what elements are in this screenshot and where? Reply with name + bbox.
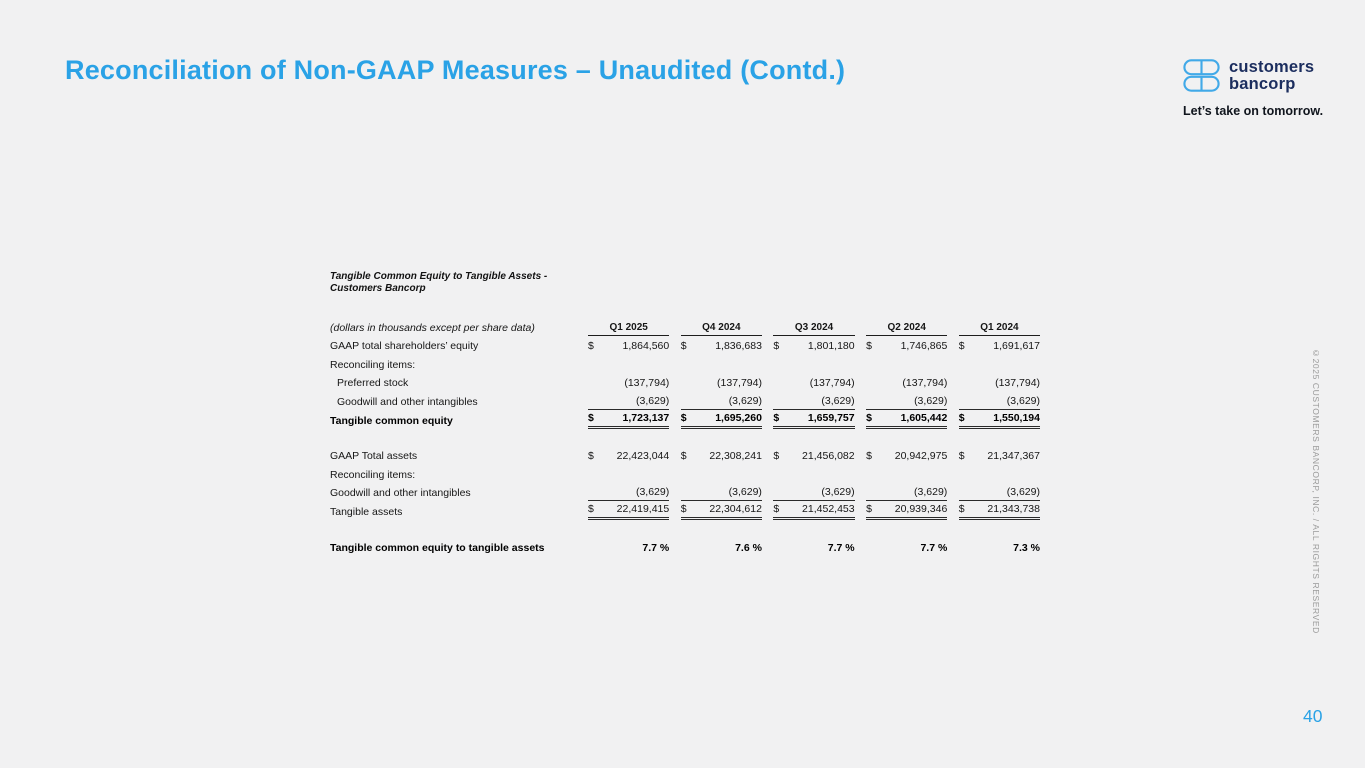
reconciliation-table [330,271,1040,556]
dollar-sign: $ [588,340,594,353]
value-cell [866,336,947,355]
value-cell [866,373,947,392]
table-row [330,354,1040,373]
cell-value: (3,629) [914,486,948,499]
value-cell [681,336,762,355]
cell-value: (3,629) [1006,394,1041,407]
logo-row [1183,59,1328,92]
dollar-sign: $ [680,450,687,463]
value-cell [959,446,1040,465]
value-cell [681,537,762,556]
cell-value: (137,794) [902,377,948,390]
row-label: GAAP total shareholders’ equity [330,340,479,353]
table-spacer [330,520,1040,537]
cell-value: 20,942,975 [894,450,948,463]
value-cell [959,336,1040,355]
value-cell [866,483,947,502]
table-row [330,537,1040,556]
row-label: Tangible common equity [330,414,453,427]
page-number: 40 [1303,706,1323,726]
cell-value: 7.6 % [735,541,762,554]
table-row [330,410,1040,429]
value-cell [959,373,1040,392]
dollar-sign: $ [866,450,872,463]
value-cell [588,537,669,556]
cell-value: 1,723,137 [622,411,670,424]
value-cell [773,391,854,410]
column-header: Q3 2024 [773,317,854,336]
dollar-sign: $ [958,340,965,353]
row-label: Preferred stock [337,377,409,390]
dollar-sign: $ [588,502,594,515]
value-cell [959,410,1040,429]
logo-wordmark-line1: customers [1229,58,1315,76]
dollar-sign: $ [680,502,687,515]
value-cell [773,483,854,502]
value-cell [959,537,1040,556]
column-header: Q2 2024 [866,317,947,336]
table-units-note: (dollars in thousands except per share data) [330,321,535,334]
cell-value: (3,629) [728,486,762,499]
value-cell [681,391,762,410]
cell-value: (137,794) [717,377,762,390]
value-cell [773,537,854,556]
table-row [330,446,1040,465]
row-label: GAAP Total assets [330,450,418,463]
cell-value: (3,629) [635,486,670,499]
cell-value: 21,347,367 [987,450,1040,463]
cell-value: 1,659,757 [807,411,855,424]
value-cell [773,410,854,429]
cell-value: (137,794) [624,377,670,390]
dollar-sign: $ [773,411,780,424]
table-row [330,391,1040,410]
value-cell [866,537,947,556]
cell-value: 7.3 % [1013,541,1040,554]
value-cell [866,410,947,429]
dollar-sign: $ [958,450,965,463]
cell-value: 1,836,683 [715,340,762,353]
cell-value: (3,629) [636,394,670,407]
cell-value: (3,629) [1006,486,1040,499]
dollar-sign: $ [680,411,687,424]
cell-value: 1,864,560 [622,340,670,353]
cell-value: 22,308,241 [709,450,762,463]
row-label: Goodwill and other intangibles [337,395,478,408]
value-cell [866,501,947,520]
cell-value: (3,629) [821,486,855,499]
row-label: Reconciling items: [330,358,416,371]
row-label: Tangible assets [330,505,403,518]
value-cell [588,391,669,410]
dollar-sign: $ [866,502,872,515]
cell-value: 1,746,865 [900,340,948,353]
logo-wordmark-line2: bancorp [1229,74,1296,93]
dollar-sign: $ [680,340,687,353]
table-spacer [330,429,1040,446]
table-section-title-line1: Tangible Common Equity to Tangible Assets - [330,271,548,282]
table-row [330,373,1040,392]
table-section-title-line2: Customers Bancorp [330,283,426,294]
cell-value: 1,691,617 [993,340,1040,353]
cell-value: (3,629) [914,394,948,407]
column-header: Q1 2025 [588,317,669,336]
column-header: Q1 2024 [959,317,1040,336]
table-row [330,483,1040,502]
column-header: Q4 2024 [681,317,762,336]
value-cell [773,373,854,392]
cell-value: 20,939,346 [894,502,948,515]
logo-tagline: Let’s take on tomorrow. [1183,104,1324,118]
cell-value: 22,423,044 [616,450,670,463]
table-row [330,501,1040,520]
cell-value: 22,304,612 [709,502,762,515]
dollar-sign: $ [958,411,965,424]
dollar-sign: $ [588,411,594,424]
cell-value: 1,801,180 [807,340,855,353]
value-cell [866,446,947,465]
value-cell [681,501,762,520]
page-title: Reconciliation of Non-GAAP Measures – Unaudited (Contd.) [65,55,846,85]
cell-value: 21,343,738 [987,502,1040,515]
row-label: Reconciling items: [330,468,416,481]
customers-bancorp-logo [1183,59,1328,118]
cell-value: 22,419,415 [616,502,670,515]
value-cell [681,483,762,502]
value-cell [588,483,669,502]
value-cell [959,483,1040,502]
cell-value: 21,452,453 [802,502,855,515]
value-cell [588,501,669,520]
cell-value: 7.7 % [827,541,855,554]
table-row [330,336,1040,355]
customers-bancorp-logo-icon [1183,59,1220,92]
value-cell [773,336,854,355]
value-cell [588,373,669,392]
dollar-sign: $ [958,502,965,515]
value-cell [588,410,669,429]
value-cell [959,391,1040,410]
dollar-sign: $ [773,502,780,515]
logo-wordmark [1229,59,1314,92]
cell-value: 1,550,194 [993,411,1040,424]
value-cell [681,410,762,429]
row-label: Goodwill and other intangibles [330,487,471,500]
value-cell [681,373,762,392]
cell-value: 7.7 % [920,541,948,554]
table-section-title [330,271,1040,295]
dollar-sign: $ [866,411,872,424]
cell-value: 1,695,260 [715,411,762,424]
dollar-sign: $ [773,450,780,463]
table-header-row [330,317,1040,336]
value-cell [588,446,669,465]
cell-value: (137,794) [995,377,1041,390]
cell-value: 21,456,082 [802,450,855,463]
cell-value: 1,605,442 [900,411,948,424]
value-cell [681,446,762,465]
table-rows [330,317,1040,556]
row-label: Tangible common equity to tangible assets [330,541,545,554]
value-cell [959,501,1040,520]
cell-value: (137,794) [809,377,855,390]
dollar-sign: $ [866,340,872,353]
cell-value: 7.7 % [642,541,670,554]
value-cell [588,336,669,355]
table-row [330,464,1040,483]
copyright-vertical-text: ©2025 CUSTOMERS BANCORP, INC. / ALL RIGHTS RESERVED [1311,348,1321,634]
cell-value: (3,629) [821,394,855,407]
cell-value: (3,629) [728,394,762,407]
dollar-sign: $ [588,450,594,463]
value-cell [773,446,854,465]
dollar-sign: $ [773,340,780,353]
value-cell [773,501,854,520]
value-cell [866,391,947,410]
